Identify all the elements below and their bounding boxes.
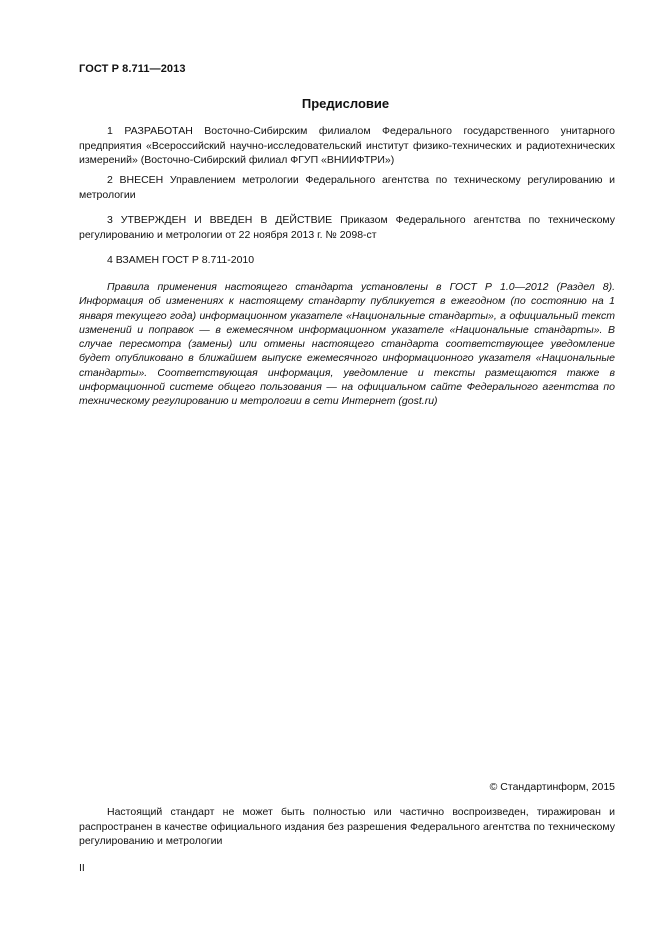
paragraph-submitted-by: 2 ВНЕСЕН Управлением метрологии Федерального агентства по техническому регулированию и метрологии [79,174,615,201]
paragraph-approved: 3 УТВЕРЖДЕН И ВВЕДЕН В ДЕЙСТВИЕ Приказом Федерального агентства по техническому регулированию и метрологии от 22 ноября 2013 г. № 2098-ст [79,214,615,241]
page-title: Предисловие [301,96,390,111]
paragraph-developed-by: 1 РАЗРАБОТАН Восточно-Сибирским филиалом Федерального государственного унитарного предприятия «Всероссийский научно-исследовательский институт физико-технических и радиотехнических измерений» (Восточно-Сибирский филиал ФГУП «ВНИИФТРИ») [79,125,615,167]
rules-note-paragraph: Правила применения настоящего стандарта установлены в ГОСТ Р 1.0—2012 (Раздел 8). Информация об изменениях к настоящему стандарту публикуется в ежегодном (по состоянию на 1 января текущего года) информационном указателе «Национальные стандарты», а официальный текст изменений и поправок — в ежемесячном информационном указателе «Национальные стандарты». В случае пересмотра (замены) или отмены настоящего стандарта соответствующее уведомление будет опубликовано в ближайшем выпуске ежемесячного информационного указателя «Национальные стандарты». Соответствующая информация, уведомление и тексты размещаются также в информационной системе общего пользования — на официальном сайте Федерального агентства по техническому регулированию и метрологии в сети Интернет (gost.ru) [79,281,615,408]
page-number: II [79,862,85,874]
reproduction-notice: Настоящий стандарт не может быть полностью или частично воспроизведен, тиражирован и распространен в качестве официального издания без разрешения Федерального агентства по техническому регулированию и метрологии [79,806,615,848]
paragraph-replaces: 4 ВЗАМЕН ГОСТ Р 8.711-2010 [107,254,255,266]
copyright-line: © Стандартинформ, 2015 [489,781,615,793]
document-code-header: ГОСТ Р 8.711—2013 [79,63,186,75]
